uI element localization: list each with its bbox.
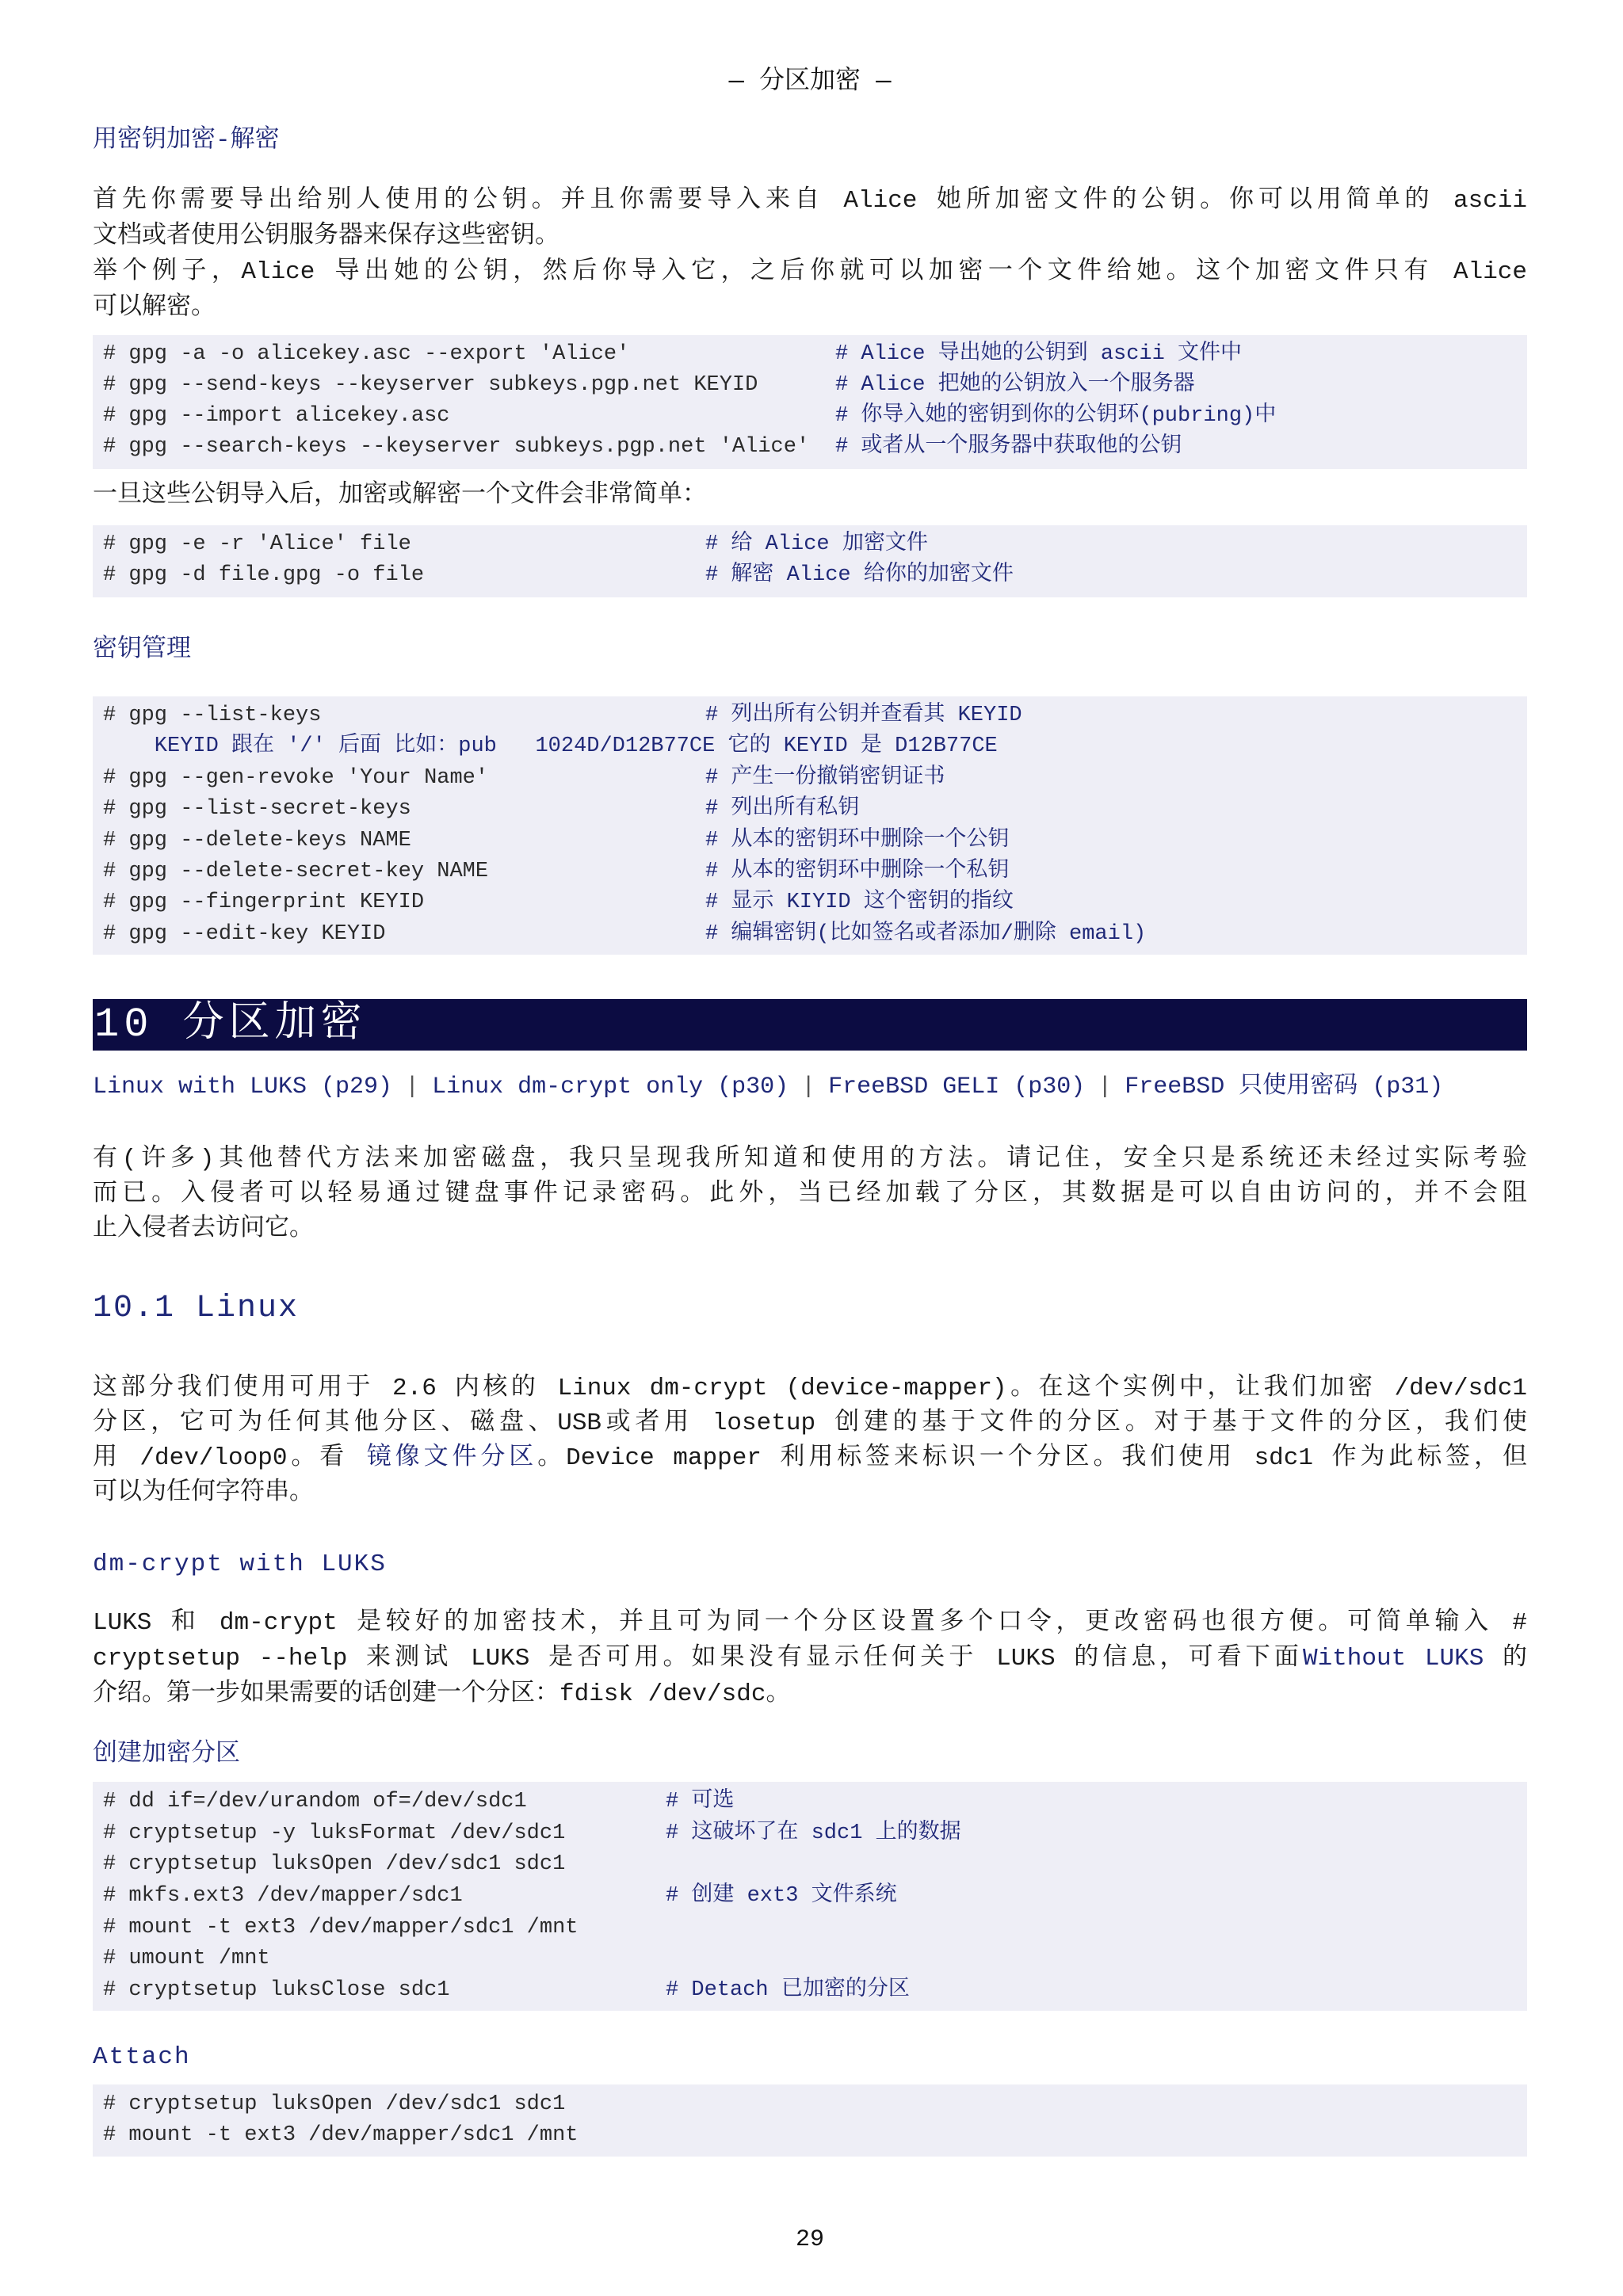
nav-separator: | [405,1074,420,1100]
code-line [103,1943,1527,1975]
code-block-attach [93,2084,1527,2157]
code-command: # gpg --delete-secret-key NAME [103,859,489,883]
code-command: # mount -t ext3 /dev/mapper/sdc1 /mnt [103,1915,579,1939]
code-line [103,529,1527,560]
paragraph-line: 而已。入侵者可以轻易通过键盘事件记录密码。此外，当已经加载了分区，其数据是可以自由访问的，并不会阻 [93,1180,1527,1208]
code-command: # gpg -a -o alicekey.asc --export 'Alice' [103,342,630,366]
code-line [103,731,1527,762]
code-line [103,401,1527,432]
paragraph-line: 举个例子，Alice 导出她的公钥，然后你导入它，之后你就可以加密一个文件给她。这个加密文件只有 Alice [93,258,1527,286]
code-line [103,794,1527,825]
nav-separator: | [1098,1074,1113,1100]
code-line [103,919,1527,950]
code-line [103,700,1527,731]
code-command: # gpg --list-secret-keys [103,797,411,822]
code-line [103,432,1527,463]
code-command: # mount -t ext3 /dev/mapper/sdc1 /mnt [103,2123,579,2147]
code-comment: # 你导入她的密钥到你的公钥环(pubring)中 [835,404,1277,428]
text-segment: cryptsetup --help 来测试 LUKS 是否可用。如果没有显示任何关于 LUKS 的信息，可看下面 [93,1645,1303,1672]
code-command: # gpg --import alicekey.asc [103,404,450,428]
code-command: # gpg -e -r 'Alice' file [103,532,411,556]
section-heading-encrypt-with-keys: 用密钥加密-解密 [93,127,280,154]
code-command: # umount /mnt [103,1947,270,1971]
code-line [103,856,1527,887]
paragraph-line: 介绍。第一步如果需要的话创建一个分区：fdisk /dev/sdc。 [93,1680,791,1708]
paragraph-line: 有(许多)其他替代方法来加密磁盘，我只呈现我所知道和使用的方法。请记住，安全只是系统还未经过实际考验 [93,1146,1527,1173]
paragraph-line: 可以解密。 [93,294,216,322]
code-command: # cryptsetup -y luksFormat /dev/sdc1 [103,1821,566,1845]
code-line [103,1913,1527,1944]
code-line [103,763,1527,794]
code-comment: # 创建 ext3 文件系统 [666,1884,897,1909]
code-command: # cryptsetup luksOpen /dev/sdc1 sdc1 [103,1852,566,1877]
paragraph-key-exchange [93,183,1527,326]
nav-link-freebsd-geli[interactable]: FreeBSD GELI (p30) [828,1074,1086,1100]
paragraph-line: 首先你需要导出给别人使用的公钥。并且你需要导入来自 Alice 她所加密文件的公钥。你可以用简单的 ascii [93,187,1527,215]
code-comment: # 列出所有公钥并查看其 KEYID [705,704,1022,727]
code-command: # gpg --delete-keys NAME [103,828,411,852]
paragraph-line: 止入侵者去访问它。 [93,1215,314,1243]
code-comment: # Detach 已加密的分区 [666,1978,910,2003]
code-command: # gpg --gen-revoke 'Your Name' [103,765,489,790]
code-line [103,339,1527,370]
running-head: — 分区加密 — [728,67,892,96]
paragraph-transition: 一旦这些公钥导入后，加密或解密一个文件会非常简单： [93,482,707,509]
code-continuation: KEYID 跟在 '/' 后面 比如：pub 1024D/D12B77CE 它的 KEYID 是 D12B77CE [103,734,998,759]
paragraph-line: 这部分我们使用可用于 2.6 内核的 Linux dm-crypt (device-mapper)。在这个实例中，让我们加密 /dev/sdc1 [93,1375,1527,1402]
code-line [103,1849,1527,1881]
section-heading-key-management: 密钥管理 [93,636,191,664]
code-command: # dd if=/dev/urandom of=/dev/sdc1 [103,1790,527,1814]
nav-link-linux-dmcrypt-only[interactable]: Linux dm-crypt only (p30) [432,1074,789,1100]
paragraph-luks-intro [93,1605,1527,1712]
code-comment: # 列出所有私钥 [705,797,860,822]
code-block-export-keys [93,335,1527,469]
code-line [103,1881,1527,1913]
section-heading-linux: 10.1 Linux [93,1291,300,1326]
link-image-file-partition[interactable]: 镜像文件分区 [366,1444,538,1472]
page-number: 29 [795,2226,824,2253]
subsection-heading-dmcrypt-luks: dm-crypt with LUKS [93,1550,387,1578]
nav-link-linux-luks[interactable]: Linux with LUKS (p29) [93,1074,393,1100]
nav-link-freebsd-password-only[interactable]: FreeBSD 只使用密码 (p31) [1125,1074,1444,1100]
chapter-nav-links [93,1070,1527,1105]
code-line [103,2089,1527,2120]
code-comment: # 从本的密钥环中删除一个公钥 [705,828,1010,852]
code-block-encrypt-decrypt [93,525,1527,597]
code-line [103,2120,1527,2151]
code-command: # cryptsetup luksClose sdc1 [103,1978,450,2003]
paragraph-line: 文档或者使用公钥服务器来保存这些密钥。 [93,223,559,250]
code-comment: # 可选 [666,1790,735,1814]
code-command: # gpg --send-keys --keyserver subkeys.pgp.net KEYID [103,373,758,397]
code-line [103,887,1527,918]
code-comment: # 这破坏了在 sdc1 上的数据 [666,1821,961,1845]
code-command: # gpg --search-keys --keyserver subkeys.pgp.net 'Alice' [103,435,810,459]
paragraph-chapter-intro [93,1142,1527,1247]
code-command: # gpg --fingerprint KEYID [103,891,425,915]
code-line [103,370,1527,401]
code-line [103,1975,1527,2007]
code-comment: # Alice 把她的公钥放入一个服务器 [835,373,1195,397]
code-line [103,560,1527,591]
code-comment: # Alice 导出她的公钥到 ascii 文件中 [835,342,1243,366]
code-comment: # 编辑密钥(比如签名或者添加/删除 email) [705,921,1147,946]
text-segment: 。Device mapper 利用标签来标识一个分区。我们使用 sdc1 作为此标签，但 [537,1444,1527,1472]
chapter-title-bar: 10 分区加密 [93,999,1527,1051]
paragraph-linux-intro [93,1371,1527,1511]
link-without-luks[interactable]: Without LUKS [1302,1645,1484,1672]
nav-separator: | [801,1074,816,1100]
code-command: # gpg --edit-key KEYID [103,921,386,946]
code-comment: # 显示 KIYID 这个密钥的指纹 [705,891,1014,915]
subsection-heading-attach: Attach [93,2043,191,2071]
paragraph-line: LUKS 和 dm-crypt 是较好的加密技术，并且可为同一个分区设置多个口令，更改密码也很方便。可简单输入 # [93,1609,1527,1637]
code-command: # mkfs.ext3 /dev/mapper/sdc1 [103,1884,463,1909]
subsection-heading-create-encrypted-partition: 创建加密分区 [93,1741,240,1768]
code-command: # gpg -d file.gpg -o file [103,563,425,587]
text-segment: 用 /dev/loop0。看 [93,1444,367,1472]
code-comment: # 从本的密钥环中删除一个私钥 [705,859,1010,883]
paragraph-line: 可以为任何字符串。 [93,1479,314,1507]
code-line [103,826,1527,856]
paragraph-line [93,1641,1527,1676]
code-comment: # 或者从一个服务器中获取他的公钥 [835,435,1182,459]
code-line [103,1818,1527,1850]
code-block-create-partition [93,1782,1527,2011]
code-line [103,1787,1527,1818]
code-comment: # 解密 Alice 给你的加密文件 [705,563,1014,587]
code-command: # cryptsetup luksOpen /dev/sdc1 sdc1 [103,2092,566,2116]
paragraph-line [93,1441,1527,1476]
text-segment: 的 [1484,1645,1527,1672]
code-command: # gpg --list-keys [103,704,322,727]
code-comment: # 产生一份撤销密钥证书 [705,765,945,790]
paragraph-line: 分区，它可为任何其他分区、磁盘、USB或者用 losetup 创建的基于文件的分区。对于基于文件的分区，我们使 [93,1409,1527,1437]
code-comment: # 给 Alice 加密文件 [705,532,928,556]
code-block-key-management [93,696,1527,955]
